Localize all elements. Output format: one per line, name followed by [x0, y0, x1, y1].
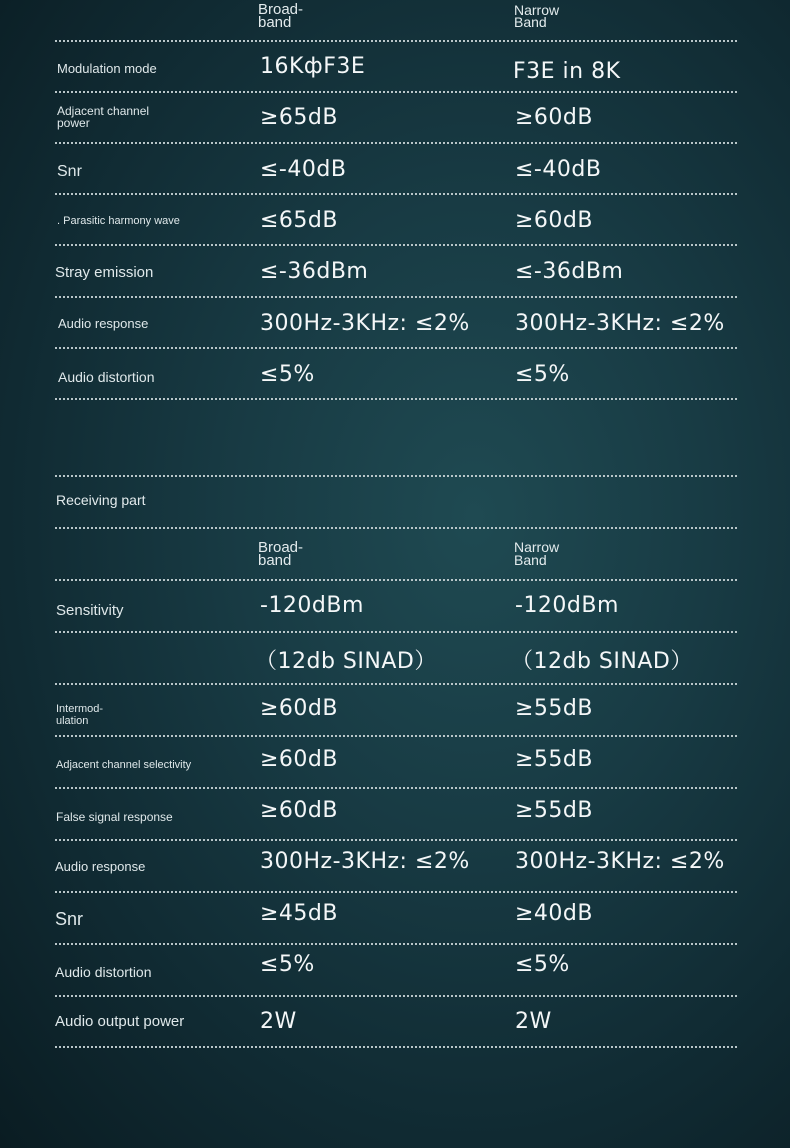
table-row	[55, 153, 737, 193]
narrowband-value: ≥60dB	[515, 105, 593, 130]
narrowband-value: 300Hz-3KHz: ≤2%	[515, 311, 725, 336]
table-row	[55, 204, 737, 244]
table-row	[55, 796, 737, 836]
divider	[55, 631, 737, 633]
broadband-value: ≥60dB	[260, 747, 338, 772]
broadband-value: -120dBm	[260, 593, 364, 618]
row-label: Intermod- ulation	[56, 703, 104, 727]
row-label: Stray emission	[55, 264, 154, 281]
row-label: Audio response	[55, 859, 146, 874]
broadband-value: ≥45dB	[260, 901, 338, 926]
table-row	[55, 898, 737, 938]
divider	[55, 839, 737, 841]
divider	[55, 891, 737, 893]
narrowband-value: F3E in 8K	[513, 59, 621, 84]
narrowband-value: ≥60dB	[515, 208, 593, 233]
table-row	[55, 590, 737, 630]
row-label: Audio distortion	[58, 369, 155, 385]
section-title: Receiving part	[56, 492, 146, 508]
broadband-value: 2W	[260, 1009, 297, 1034]
narrowband-value: ≤-40dB	[515, 157, 602, 182]
transmit-broadband-header: Broad- band	[258, 1, 304, 31]
narrowband-value: ≥55dB	[515, 798, 593, 823]
broadband-value: 300Hz-3KHz: ≤2%	[260, 849, 470, 874]
broadband-value: ≥65dB	[260, 105, 338, 130]
divider	[55, 193, 737, 195]
receive-narrowband-header: Narrow Band	[514, 539, 560, 568]
narrowband-value: 300Hz-3KHz: ≤2%	[515, 849, 725, 874]
broadband-value: （12db SINAD）	[255, 649, 437, 674]
table-row	[55, 1006, 737, 1046]
broadband-value: ≤-36dBm	[260, 259, 369, 284]
narrowband-value: -120dBm	[515, 593, 619, 618]
divider	[55, 142, 737, 144]
narrowband-value: （12db SINAD）	[511, 649, 693, 674]
narrowband-value: ≥55dB	[515, 696, 593, 721]
broadband-value: ≤65dB	[260, 208, 338, 233]
table-row	[55, 950, 737, 990]
row-label: False signal response	[56, 810, 173, 824]
divider	[55, 244, 737, 246]
broadband-value: ≥60dB	[260, 696, 338, 721]
divider	[55, 735, 737, 737]
narrowband-value: 2W	[515, 1009, 552, 1034]
table-row	[55, 847, 737, 887]
row-label: Audio output power	[55, 1013, 185, 1030]
row-label: Adjacent channel selectivity	[56, 759, 192, 771]
table-row	[55, 255, 737, 295]
row-label: Sensitivity	[56, 602, 124, 619]
divider	[55, 91, 737, 93]
broadband-value: 16KфF3E	[260, 54, 366, 79]
table-row	[55, 693, 737, 733]
row-label: Adjacent channel power	[57, 104, 150, 130]
broadband-value: ≤5%	[260, 952, 315, 977]
divider	[55, 398, 737, 400]
broadband-value: ≤-40dB	[260, 157, 347, 182]
table-row	[55, 307, 737, 347]
narrowband-value: ≤5%	[515, 362, 570, 387]
table-row	[55, 745, 737, 785]
row-label: Audio response	[58, 316, 149, 331]
broadband-value: 300Hz-3KHz: ≤2%	[260, 311, 470, 336]
transmit-narrowband-header: Narrow Band	[514, 2, 560, 30]
divider	[55, 347, 737, 349]
table-row	[55, 641, 737, 681]
narrowband-value: ≤5%	[515, 952, 570, 977]
divider	[55, 40, 737, 42]
divider	[55, 995, 737, 997]
divider	[55, 579, 737, 581]
divider	[55, 787, 737, 789]
narrowband-value: ≥55dB	[515, 747, 593, 772]
divider	[55, 1046, 737, 1048]
row-label: Modulation mode	[57, 61, 157, 76]
divider	[55, 943, 737, 945]
table-row	[55, 358, 737, 398]
row-label: . Parasitic harmony wave	[57, 215, 180, 227]
narrowband-value: ≤-36dBm	[515, 259, 624, 284]
divider	[55, 296, 737, 298]
row-label: Snr	[57, 163, 82, 180]
row-label: Audio distortion	[55, 964, 152, 980]
broadband-value: ≥60dB	[260, 798, 338, 823]
receive-broadband-header: Broad- band	[258, 539, 304, 569]
table-row	[55, 52, 737, 92]
table-row	[55, 102, 737, 142]
divider	[55, 527, 737, 529]
divider	[55, 475, 737, 477]
narrowband-value: ≥40dB	[515, 901, 593, 926]
divider	[55, 683, 737, 685]
row-label: Snr	[55, 909, 84, 929]
broadband-value: ≤5%	[260, 362, 315, 387]
